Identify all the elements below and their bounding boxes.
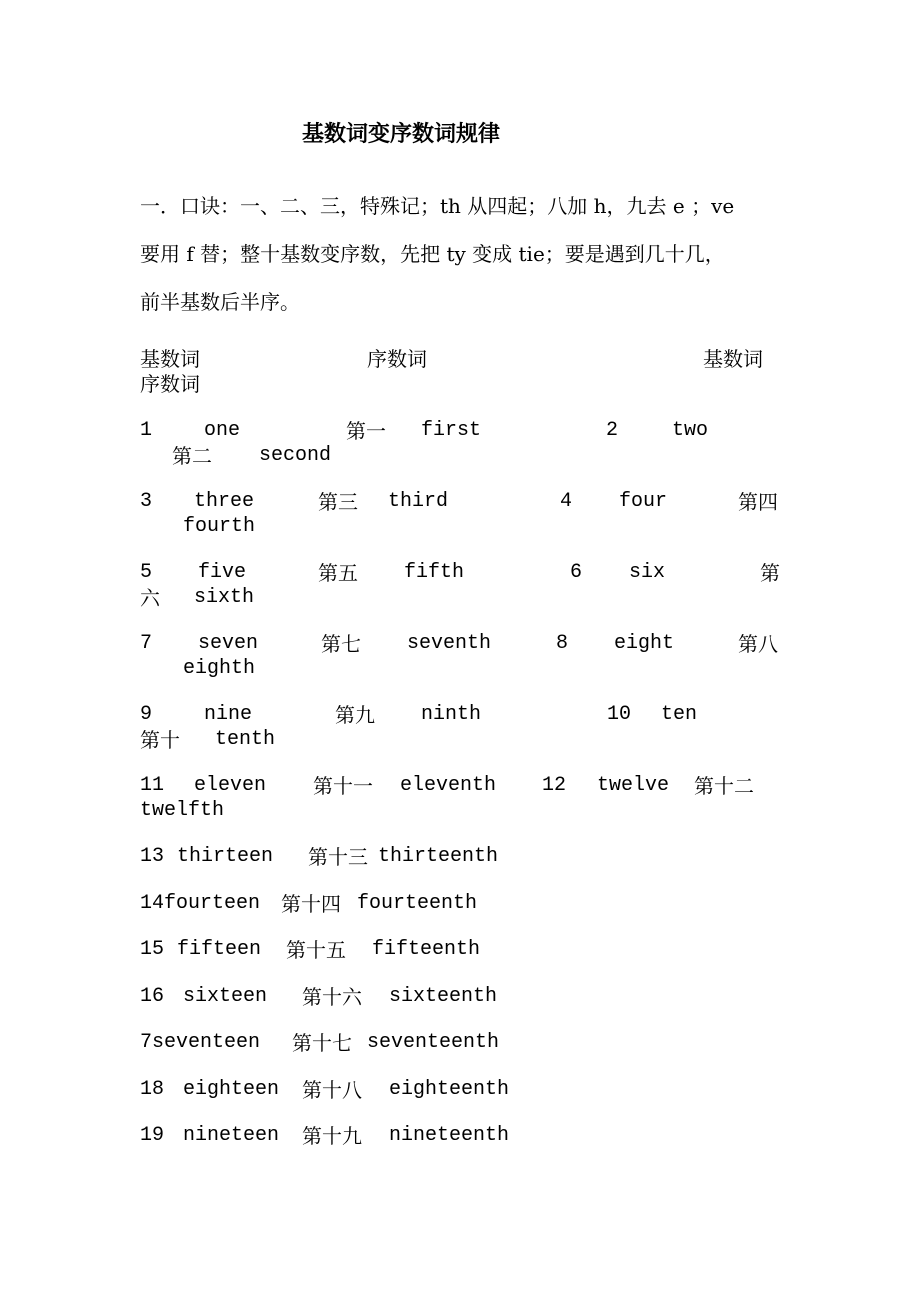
row-ordinal-word: sixteenth <box>389 985 498 1008</box>
header-cardinal-right: 基数词 <box>703 347 763 371</box>
row-ordinal-word: twelfth <box>140 799 225 822</box>
row-number: 11 <box>140 774 165 797</box>
row-number-word: 14fourteen <box>140 892 261 915</box>
row-ordinal-word: eleventh <box>400 774 497 797</box>
rule-line-2: 要用 f 替；整十基数变序数，先把 ty 变成 tie；要是遇到几十几， <box>140 242 725 266</box>
row-number-word: 7seventeen <box>140 1031 261 1054</box>
row-ordinal-word: fourth <box>183 515 256 538</box>
row-ordinal-word: seventeenth <box>367 1031 500 1054</box>
row-number: 15 <box>140 938 165 961</box>
row-ordinal-word: seventh <box>407 632 492 655</box>
row-ordinal-word: first <box>421 419 482 442</box>
row-ordinal-cn: 第三 <box>318 490 358 514</box>
row-number: 12 <box>542 774 567 797</box>
row-cardinal-word: twelve <box>597 774 670 797</box>
row-number: 2 <box>606 419 619 442</box>
header-ordinal-right: 序数词 <box>140 372 200 396</box>
row-ordinal-word: third <box>388 490 449 513</box>
rule-line-1: 一．口诀：一、二、三，特殊记；th 从四起；八加 h，九去 e ；ve <box>140 194 735 218</box>
row-number: 19 <box>140 1124 165 1147</box>
row-ordinal-word: eighth <box>183 657 256 680</box>
row-ordinal-word: fifth <box>404 561 465 584</box>
row-cardinal-word: fifteen <box>177 938 262 961</box>
row-ordinal-word: thirteenth <box>378 845 499 868</box>
row-cardinal-word: ten <box>661 703 698 726</box>
row-ordinal-word: second <box>259 444 332 467</box>
row-cardinal-word: four <box>619 490 668 513</box>
row-ordinal-word: eighteenth <box>389 1078 510 1101</box>
row-ordinal-cn: 第十三 <box>308 845 368 869</box>
page-title: 基数词变序数词规律 <box>302 121 501 147</box>
header-cardinal-left: 基数词 <box>140 347 200 371</box>
row-number: 10 <box>607 703 632 726</box>
row-cardinal-word: eighteen <box>183 1078 280 1101</box>
row-cardinal-word: three <box>194 490 255 513</box>
rule-line-3: 前半基数后半序。 <box>140 290 300 314</box>
row-cardinal-word: sixteen <box>183 985 268 1008</box>
row-ordinal-word: ninth <box>421 703 482 726</box>
row-ordinal-cn: 第十一 <box>313 774 373 798</box>
row-ordinal-word: nineteenth <box>389 1124 510 1147</box>
row-ordinal-cn-part1: 第 <box>760 561 780 585</box>
row-number: 6 <box>570 561 583 584</box>
row-ordinal-cn: 第十九 <box>302 1124 362 1148</box>
row-ordinal-cn: 第十五 <box>286 938 346 962</box>
row-cardinal-word: one <box>204 419 241 442</box>
row-cardinal-word: nineteen <box>183 1124 280 1147</box>
row-ordinal-cn: 第十八 <box>302 1078 362 1102</box>
row-cardinal-word: six <box>629 561 666 584</box>
row-cardinal-word: thirteen <box>177 845 274 868</box>
row-cardinal-word: eight <box>614 632 675 655</box>
row-ordinal-cn: 第五 <box>318 561 358 585</box>
header-ordinal-left: 序数词 <box>367 347 427 371</box>
row-ordinal-cn: 第一 <box>346 419 386 443</box>
row-ordinal-cn-part2: 六 <box>140 586 160 610</box>
row-ordinal-cn: 第二 <box>172 444 212 468</box>
row-cardinal-word: five <box>198 561 247 584</box>
row-ordinal-word: fourteenth <box>357 892 478 915</box>
row-ordinal-cn: 第七 <box>321 632 361 656</box>
row-ordinal-cn: 第十四 <box>281 892 341 916</box>
row-ordinal-cn: 第十七 <box>292 1031 352 1055</box>
row-ordinal-cn: 第九 <box>335 703 375 727</box>
row-number: 4 <box>560 490 573 513</box>
row-ordinal-cn: 第十二 <box>694 774 754 798</box>
row-number: 13 <box>140 845 165 868</box>
row-cardinal-word: nine <box>204 703 253 726</box>
row-ordinal-word: fifteenth <box>372 938 481 961</box>
row-cardinal-word: eleven <box>194 774 267 797</box>
row-number: 18 <box>140 1078 165 1101</box>
row-number: 1 <box>140 419 153 442</box>
row-cardinal-word: two <box>672 419 709 442</box>
row-number: 7 <box>140 632 153 655</box>
row-ordinal-cn: 第八 <box>738 632 778 656</box>
row-ordinal-word: tenth <box>215 728 276 751</box>
row-ordinal-cn: 第十六 <box>302 985 362 1009</box>
row-ordinal-word: sixth <box>194 586 255 609</box>
row-number: 16 <box>140 985 165 1008</box>
row-number: 5 <box>140 561 153 584</box>
row-number: 9 <box>140 703 153 726</box>
row-ordinal-cn: 第四 <box>738 490 778 514</box>
row-number: 8 <box>556 632 569 655</box>
row-cardinal-word: seven <box>198 632 259 655</box>
row-number: 3 <box>140 490 153 513</box>
row-ordinal-cn: 第十 <box>140 728 180 752</box>
